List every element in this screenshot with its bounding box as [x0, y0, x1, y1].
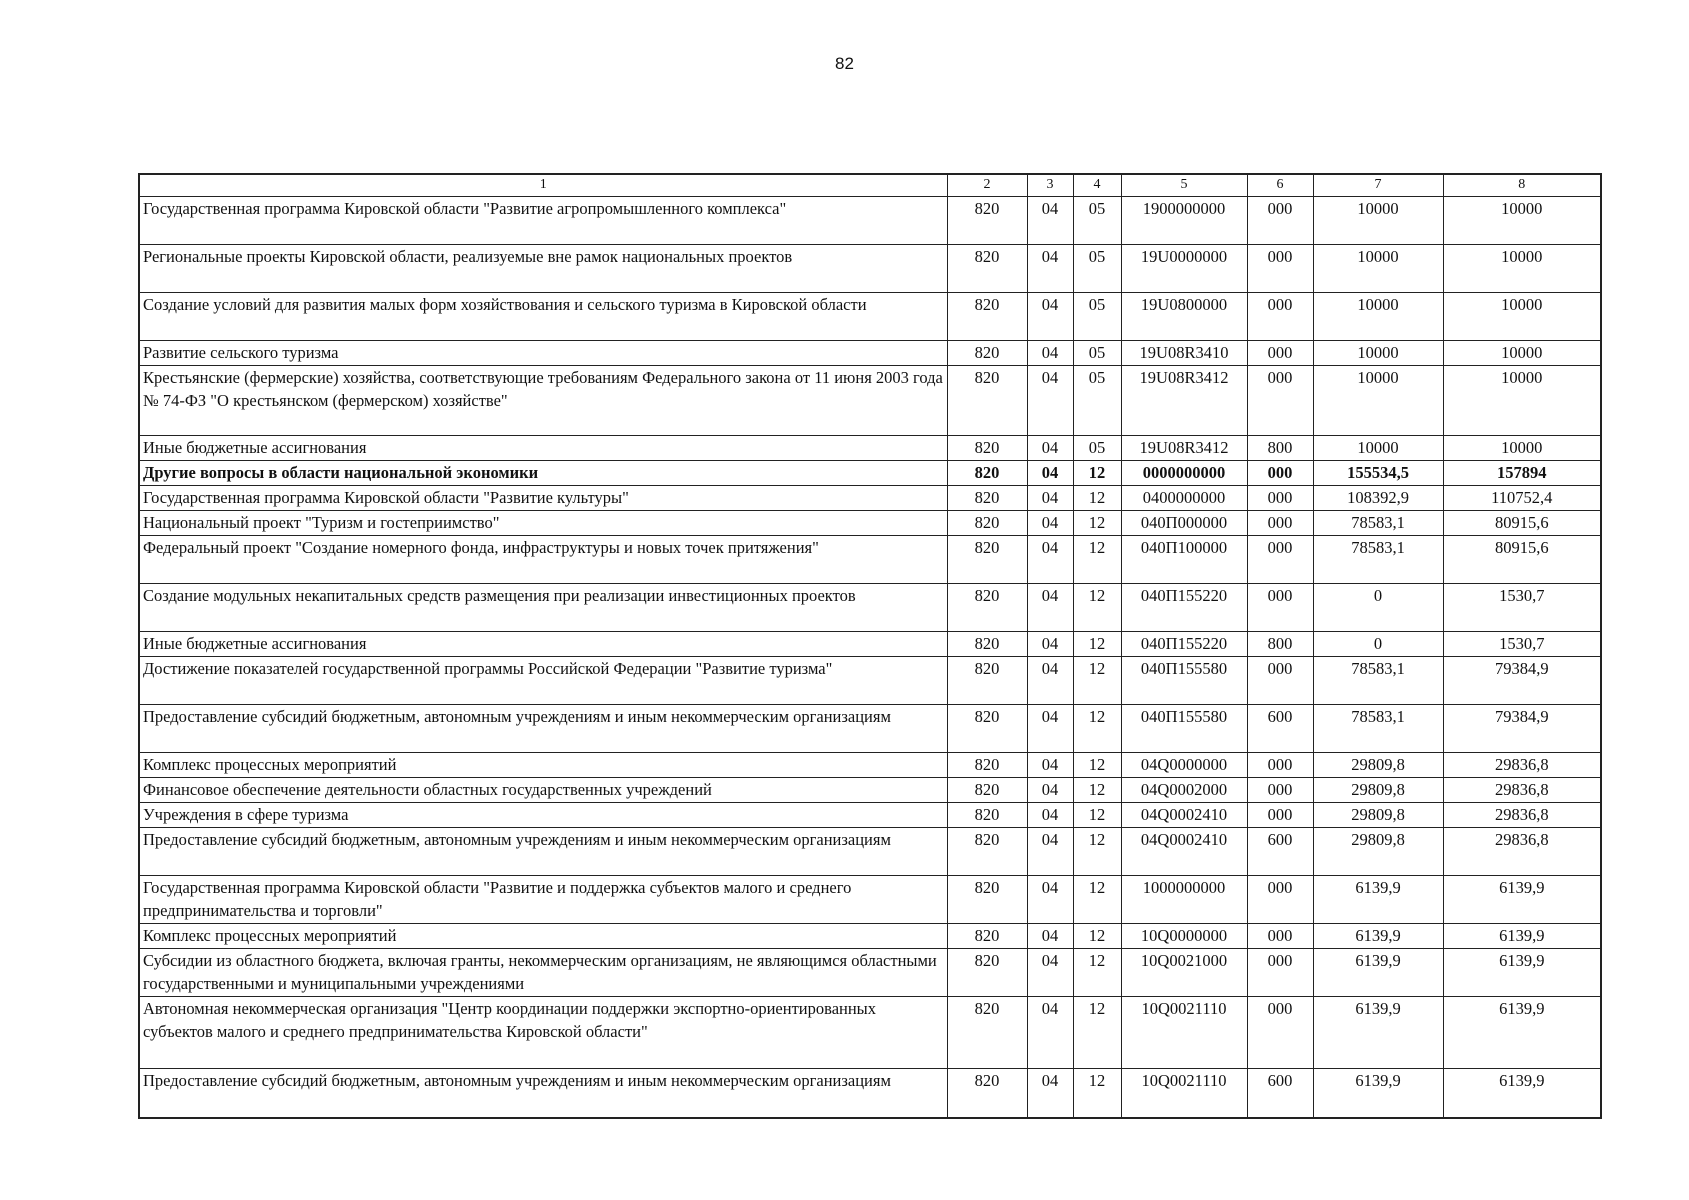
row-name-cell: Предоставление субсидий бюджетным, автономным учреждениям и иным некоммерческим организациям — [139, 1068, 947, 1118]
row-value-cell-c6: 000 — [1247, 460, 1313, 485]
row-value-cell-c2: 820 — [947, 292, 1027, 340]
row-value-cell-c3: 04 — [1027, 435, 1073, 460]
table-row — [139, 583, 1601, 631]
row-value-cell-c5: 19U08R3410 — [1121, 340, 1247, 365]
table-row — [139, 704, 1601, 752]
row-value-cell-c2: 820 — [947, 704, 1027, 752]
row-value-cell-c6: 000 — [1247, 656, 1313, 704]
table-row — [139, 435, 1601, 460]
row-value-cell-c7: 6139,9 — [1313, 996, 1443, 1068]
row-value-cell-c6: 000 — [1247, 777, 1313, 802]
row-value-cell-c4: 12 — [1073, 583, 1121, 631]
row-value-cell-c4: 12 — [1073, 948, 1121, 996]
column-header: 8 — [1443, 174, 1601, 196]
row-value-cell-c3: 04 — [1027, 583, 1073, 631]
row-value-cell-c4: 05 — [1073, 292, 1121, 340]
row-value-cell-c4: 05 — [1073, 435, 1121, 460]
row-value-cell-c8: 29836,8 — [1443, 752, 1601, 777]
row-value-cell-c6: 000 — [1247, 510, 1313, 535]
row-value-cell-c8: 6139,9 — [1443, 875, 1601, 923]
row-name-cell: Комплекс процессных мероприятий — [139, 752, 947, 777]
row-value-cell-c8: 6139,9 — [1443, 1068, 1601, 1118]
row-value-cell-c7: 155534,5 — [1313, 460, 1443, 485]
row-value-cell-c5: 040П155580 — [1121, 704, 1247, 752]
table-row — [139, 365, 1601, 435]
row-value-cell-c8: 1530,7 — [1443, 631, 1601, 656]
row-value-cell-c8: 10000 — [1443, 435, 1601, 460]
row-value-cell-c6: 600 — [1247, 827, 1313, 875]
row-value-cell-c5: 040П155580 — [1121, 656, 1247, 704]
row-value-cell-c7: 6139,9 — [1313, 948, 1443, 996]
row-value-cell-c5: 040П000000 — [1121, 510, 1247, 535]
column-header: 1 — [139, 174, 947, 196]
table-row — [139, 535, 1601, 583]
row-value-cell-c8: 110752,4 — [1443, 485, 1601, 510]
row-value-cell-c3: 04 — [1027, 460, 1073, 485]
column-header: 7 — [1313, 174, 1443, 196]
row-value-cell-c3: 04 — [1027, 1068, 1073, 1118]
row-value-cell-c8: 80915,6 — [1443, 535, 1601, 583]
table-row — [139, 340, 1601, 365]
row-value-cell-c4: 12 — [1073, 704, 1121, 752]
row-value-cell-c5: 040П100000 — [1121, 535, 1247, 583]
row-value-cell-c8: 80915,6 — [1443, 510, 1601, 535]
row-value-cell-c4: 12 — [1073, 996, 1121, 1068]
row-value-cell-c3: 04 — [1027, 535, 1073, 583]
row-value-cell-c7: 10000 — [1313, 435, 1443, 460]
row-value-cell-c3: 04 — [1027, 292, 1073, 340]
header-row — [139, 174, 1601, 196]
row-value-cell-c5: 0400000000 — [1121, 485, 1247, 510]
column-header: 3 — [1027, 174, 1073, 196]
row-value-cell-c3: 04 — [1027, 656, 1073, 704]
row-value-cell-c8: 10000 — [1443, 244, 1601, 292]
row-value-cell-c3: 04 — [1027, 631, 1073, 656]
row-value-cell-c3: 04 — [1027, 827, 1073, 875]
row-value-cell-c5: 19U0000000 — [1121, 244, 1247, 292]
row-value-cell-c6: 000 — [1247, 802, 1313, 827]
row-name-cell: Региональные проекты Кировской области, реализуемые вне рамок национальных проектов — [139, 244, 947, 292]
row-value-cell-c2: 820 — [947, 996, 1027, 1068]
row-value-cell-c6: 800 — [1247, 631, 1313, 656]
row-name-cell: Автономная некоммерческая организация "Центр координации поддержки экспортно-ориентированных субъектов малого и среднего предпринимательства Кировской области" — [139, 996, 947, 1068]
row-value-cell-c8: 6139,9 — [1443, 996, 1601, 1068]
row-value-cell-c7: 29809,8 — [1313, 777, 1443, 802]
row-value-cell-c4: 12 — [1073, 923, 1121, 948]
row-value-cell-c4: 12 — [1073, 631, 1121, 656]
row-value-cell-c7: 10000 — [1313, 365, 1443, 435]
row-value-cell-c7: 6139,9 — [1313, 1068, 1443, 1118]
row-value-cell-c6: 000 — [1247, 752, 1313, 777]
row-name-cell: Учреждения в сфере туризма — [139, 802, 947, 827]
row-value-cell-c2: 820 — [947, 365, 1027, 435]
row-value-cell-c2: 820 — [947, 948, 1027, 996]
row-value-cell-c3: 04 — [1027, 340, 1073, 365]
row-value-cell-c5: 10Q0000000 — [1121, 923, 1247, 948]
row-name-cell: Предоставление субсидий бюджетным, автономным учреждениям и иным некоммерческим организациям — [139, 827, 947, 875]
column-header: 4 — [1073, 174, 1121, 196]
row-value-cell-c7: 6139,9 — [1313, 875, 1443, 923]
row-value-cell-c3: 04 — [1027, 923, 1073, 948]
row-value-cell-c7: 108392,9 — [1313, 485, 1443, 510]
row-value-cell-c6: 000 — [1247, 583, 1313, 631]
row-name-cell: Иные бюджетные ассигнования — [139, 435, 947, 460]
row-value-cell-c6: 000 — [1247, 923, 1313, 948]
row-value-cell-c3: 04 — [1027, 777, 1073, 802]
table-row — [139, 752, 1601, 777]
row-value-cell-c8: 6139,9 — [1443, 923, 1601, 948]
row-value-cell-c2: 820 — [947, 656, 1027, 704]
row-value-cell-c4: 12 — [1073, 752, 1121, 777]
row-value-cell-c7: 29809,8 — [1313, 802, 1443, 827]
row-value-cell-c3: 04 — [1027, 196, 1073, 244]
row-name-cell: Создание условий для развития малых форм хозяйствования и сельского туризма в Кировской области — [139, 292, 947, 340]
row-value-cell-c2: 820 — [947, 1068, 1027, 1118]
table-row — [139, 460, 1601, 485]
row-value-cell-c3: 04 — [1027, 510, 1073, 535]
row-value-cell-c6: 600 — [1247, 1068, 1313, 1118]
row-value-cell-c8: 10000 — [1443, 292, 1601, 340]
row-value-cell-c4: 12 — [1073, 460, 1121, 485]
column-header: 5 — [1121, 174, 1247, 196]
row-value-cell-c2: 820 — [947, 802, 1027, 827]
row-value-cell-c5: 10Q0021110 — [1121, 1068, 1247, 1118]
row-value-cell-c6: 000 — [1247, 292, 1313, 340]
row-value-cell-c5: 1900000000 — [1121, 196, 1247, 244]
row-value-cell-c7: 10000 — [1313, 244, 1443, 292]
row-value-cell-c6: 000 — [1247, 535, 1313, 583]
row-value-cell-c3: 04 — [1027, 875, 1073, 923]
row-value-cell-c5: 04Q0002000 — [1121, 777, 1247, 802]
row-value-cell-c6: 000 — [1247, 340, 1313, 365]
row-value-cell-c6: 800 — [1247, 435, 1313, 460]
table-row — [139, 631, 1601, 656]
row-value-cell-c2: 820 — [947, 510, 1027, 535]
row-value-cell-c6: 000 — [1247, 996, 1313, 1068]
row-value-cell-c3: 04 — [1027, 485, 1073, 510]
row-value-cell-c4: 12 — [1073, 827, 1121, 875]
row-value-cell-c7: 0 — [1313, 631, 1443, 656]
row-value-cell-c4: 12 — [1073, 777, 1121, 802]
table-row — [139, 923, 1601, 948]
row-value-cell-c7: 78583,1 — [1313, 510, 1443, 535]
row-value-cell-c7: 29809,8 — [1313, 827, 1443, 875]
row-value-cell-c7: 78583,1 — [1313, 535, 1443, 583]
row-value-cell-c3: 04 — [1027, 948, 1073, 996]
row-name-cell: Другие вопросы в области национальной экономики — [139, 460, 947, 485]
row-value-cell-c3: 04 — [1027, 244, 1073, 292]
column-header: 6 — [1247, 174, 1313, 196]
row-value-cell-c2: 820 — [947, 244, 1027, 292]
row-value-cell-c8: 29836,8 — [1443, 802, 1601, 827]
row-value-cell-c4: 05 — [1073, 340, 1121, 365]
row-value-cell-c7: 78583,1 — [1313, 656, 1443, 704]
table-row — [139, 292, 1601, 340]
row-value-cell-c5: 04Q0002410 — [1121, 802, 1247, 827]
row-name-cell: Комплекс процессных мероприятий — [139, 923, 947, 948]
row-value-cell-c4: 12 — [1073, 1068, 1121, 1118]
budget-table — [138, 173, 1602, 1119]
table-row — [139, 777, 1601, 802]
row-value-cell-c2: 820 — [947, 535, 1027, 583]
row-value-cell-c8: 157894 — [1443, 460, 1601, 485]
row-value-cell-c3: 04 — [1027, 365, 1073, 435]
row-value-cell-c2: 820 — [947, 875, 1027, 923]
row-value-cell-c8: 10000 — [1443, 340, 1601, 365]
row-value-cell-c6: 000 — [1247, 244, 1313, 292]
row-value-cell-c7: 78583,1 — [1313, 704, 1443, 752]
table-row — [139, 244, 1601, 292]
row-value-cell-c4: 12 — [1073, 656, 1121, 704]
row-name-cell: Субсидии из областного бюджета, включая гранты, некоммерческим организациям, не являющимся областными государственными и муниципальными учреждениями — [139, 948, 947, 996]
row-value-cell-c6: 000 — [1247, 485, 1313, 510]
row-value-cell-c8: 29836,8 — [1443, 777, 1601, 802]
row-name-cell: Государственная программа Кировской области "Развитие и поддержка субъектов малого и среднего предпринимательства и торговли" — [139, 875, 947, 923]
row-value-cell-c4: 05 — [1073, 365, 1121, 435]
row-value-cell-c5: 1000000000 — [1121, 875, 1247, 923]
table-row — [139, 485, 1601, 510]
row-value-cell-c8: 79384,9 — [1443, 656, 1601, 704]
row-value-cell-c5: 19U0800000 — [1121, 292, 1247, 340]
row-name-cell: Иные бюджетные ассигнования — [139, 631, 947, 656]
row-name-cell: Национальный проект "Туризм и гостеприимство" — [139, 510, 947, 535]
row-value-cell-c4: 05 — [1073, 244, 1121, 292]
column-header: 2 — [947, 174, 1027, 196]
row-value-cell-c5: 19U08R3412 — [1121, 435, 1247, 460]
row-value-cell-c5: 04Q0002410 — [1121, 827, 1247, 875]
row-value-cell-c2: 820 — [947, 460, 1027, 485]
row-value-cell-c7: 29809,8 — [1313, 752, 1443, 777]
row-value-cell-c2: 820 — [947, 435, 1027, 460]
row-value-cell-c6: 000 — [1247, 196, 1313, 244]
row-value-cell-c4: 12 — [1073, 802, 1121, 827]
table-row — [139, 875, 1601, 923]
row-value-cell-c5: 10Q0021110 — [1121, 996, 1247, 1068]
row-value-cell-c3: 04 — [1027, 996, 1073, 1068]
row-value-cell-c8: 10000 — [1443, 196, 1601, 244]
row-value-cell-c7: 6139,9 — [1313, 923, 1443, 948]
row-value-cell-c5: 040П155220 — [1121, 631, 1247, 656]
row-name-cell: Финансовое обеспечение деятельности областных государственных учреждений — [139, 777, 947, 802]
row-value-cell-c3: 04 — [1027, 752, 1073, 777]
row-value-cell-c2: 820 — [947, 340, 1027, 365]
row-value-cell-c2: 820 — [947, 485, 1027, 510]
row-name-cell: Создание модульных некапитальных средств размещения при реализации инвестиционных проектов — [139, 583, 947, 631]
row-value-cell-c7: 10000 — [1313, 292, 1443, 340]
row-value-cell-c7: 0 — [1313, 583, 1443, 631]
row-value-cell-c5: 10Q0021000 — [1121, 948, 1247, 996]
row-value-cell-c5: 04Q0000000 — [1121, 752, 1247, 777]
row-value-cell-c4: 12 — [1073, 535, 1121, 583]
row-value-cell-c6: 000 — [1247, 875, 1313, 923]
row-name-cell: Федеральный проект "Создание номерного фонда, инфраструктуры и новых точек притяжения" — [139, 535, 947, 583]
row-value-cell-c4: 12 — [1073, 510, 1121, 535]
row-value-cell-c4: 12 — [1073, 485, 1121, 510]
table-row — [139, 196, 1601, 244]
row-value-cell-c2: 820 — [947, 583, 1027, 631]
row-value-cell-c6: 600 — [1247, 704, 1313, 752]
table-row — [139, 996, 1601, 1068]
row-value-cell-c2: 820 — [947, 777, 1027, 802]
row-name-cell: Крестьянские (фермерские) хозяйства, соответствующие требованиям Федерального закона от 11 июня 2003 года № 74-ФЗ "О крестьянском (фермерском) хозяйстве" — [139, 365, 947, 435]
table-row — [139, 802, 1601, 827]
row-value-cell-c4: 12 — [1073, 875, 1121, 923]
row-value-cell-c5: 19U08R3412 — [1121, 365, 1247, 435]
row-value-cell-c5: 040П155220 — [1121, 583, 1247, 631]
table-row — [139, 656, 1601, 704]
row-value-cell-c7: 10000 — [1313, 340, 1443, 365]
row-value-cell-c8: 79384,9 — [1443, 704, 1601, 752]
table-row — [139, 1068, 1601, 1118]
row-value-cell-c2: 820 — [947, 631, 1027, 656]
row-value-cell-c7: 10000 — [1313, 196, 1443, 244]
row-value-cell-c2: 820 — [947, 923, 1027, 948]
row-value-cell-c6: 000 — [1247, 948, 1313, 996]
page-number: 82 — [835, 54, 854, 73]
row-value-cell-c4: 05 — [1073, 196, 1121, 244]
row-value-cell-c8: 10000 — [1443, 365, 1601, 435]
row-value-cell-c3: 04 — [1027, 704, 1073, 752]
table-row — [139, 827, 1601, 875]
table-row — [139, 948, 1601, 996]
row-value-cell-c2: 820 — [947, 196, 1027, 244]
row-value-cell-c8: 6139,9 — [1443, 948, 1601, 996]
row-name-cell: Государственная программа Кировской области "Развитие агропромышленного комплекса" — [139, 196, 947, 244]
table-row — [139, 510, 1601, 535]
row-value-cell-c2: 820 — [947, 827, 1027, 875]
row-value-cell-c2: 820 — [947, 752, 1027, 777]
row-name-cell: Государственная программа Кировской области "Развитие культуры" — [139, 485, 947, 510]
row-name-cell: Развитие сельского туризма — [139, 340, 947, 365]
row-value-cell-c8: 29836,8 — [1443, 827, 1601, 875]
row-value-cell-c6: 000 — [1247, 365, 1313, 435]
row-name-cell: Достижение показателей государственной программы Российской Федерации "Развитие туризма" — [139, 656, 947, 704]
row-value-cell-c8: 1530,7 — [1443, 583, 1601, 631]
row-value-cell-c3: 04 — [1027, 802, 1073, 827]
row-name-cell: Предоставление субсидий бюджетным, автономным учреждениям и иным некоммерческим организациям — [139, 704, 947, 752]
row-value-cell-c5: 0000000000 — [1121, 460, 1247, 485]
